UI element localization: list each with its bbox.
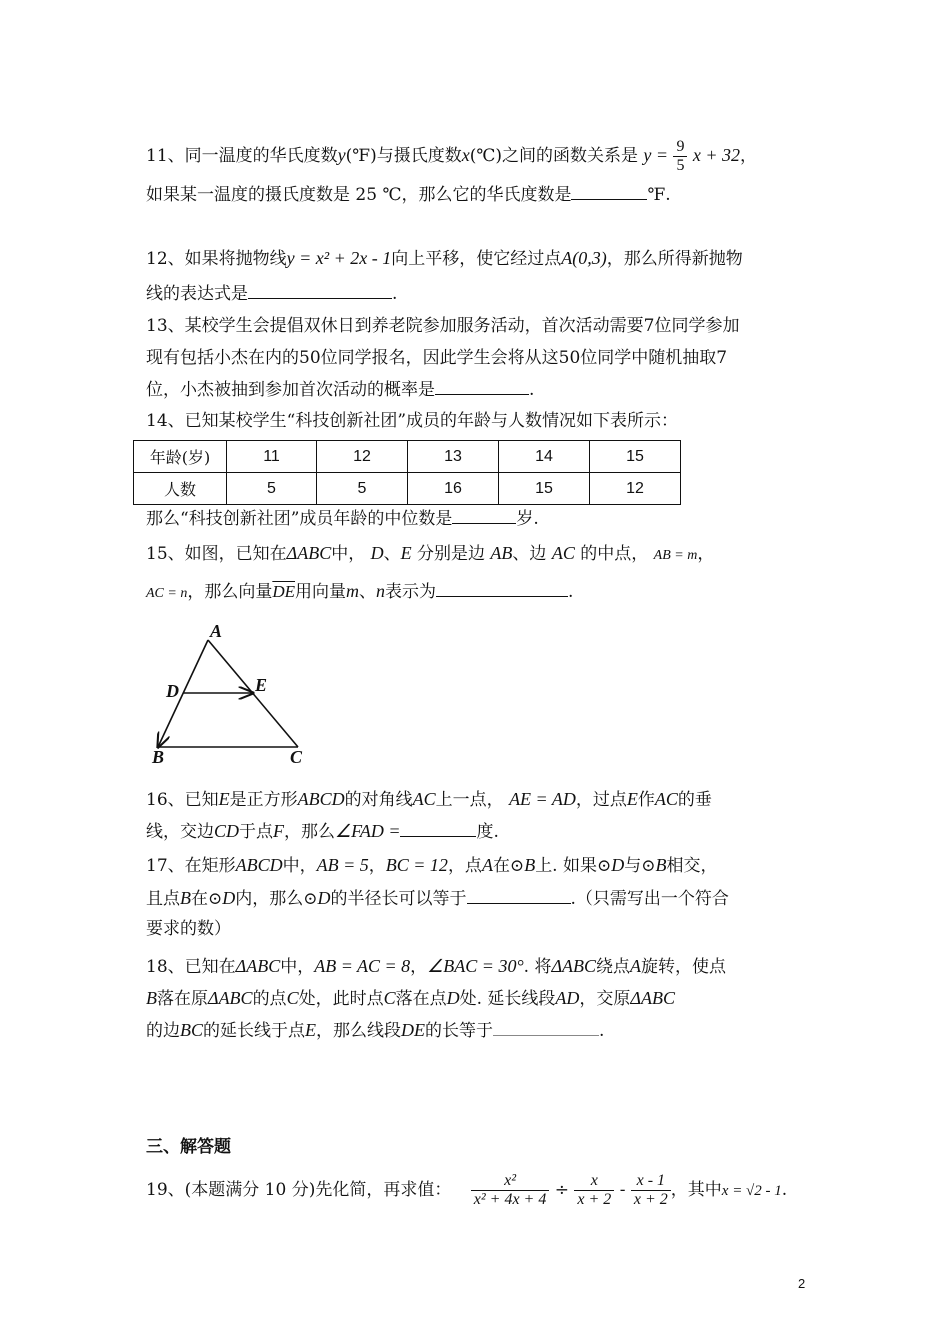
square-abcd: ABCD [297,789,345,809]
frac-num: 9 [673,138,687,157]
q11-text: (℉)与摄氏度数 [345,146,462,166]
label-e: E [255,675,268,695]
q15-text: 用向量 [295,582,347,602]
q14-text: 那么“科技创新社团”成员年龄的中位数是 [146,509,453,529]
q12-text: 向上平移，使它经过点 [391,249,562,269]
q17-text: 且点 [146,889,180,909]
q18-text: 的边 [146,1021,180,1041]
q12-text: 12、如果将抛物线 [146,249,287,269]
q11-text: (℃)之间的函数关系是 [469,146,639,166]
q13-line2 [146,345,727,371]
q18-text: . 将 [523,957,552,977]
table-cell: 12 [317,441,408,473]
table-cell: 11 [227,441,317,473]
q11-text: ， [740,146,758,166]
q18-text: 处. 延长线段 [459,989,556,1009]
var-d: D [317,888,331,908]
table-cell: 13 [408,441,499,473]
q18-line3 [146,1017,604,1044]
q18-text: 的延长线于点 [203,1021,306,1041]
q19-fraction-1 [471,1172,550,1209]
q15-line2 [146,578,573,607]
q12-text: . [392,284,398,304]
answer-blank[interactable] [452,507,516,524]
var-e: E [400,543,412,563]
q12-line2 [146,281,397,307]
q18-text: 旋转，使点 [641,957,727,977]
q19-line1 [146,1168,787,1213]
q11-fraction [673,138,687,175]
q18-text: 落在点 [395,989,447,1009]
var-d: D [446,988,460,1008]
q15-eq-ab: AB = m [653,548,698,563]
var-d: D [222,888,236,908]
q17-text: 上. 如果⊙ [535,856,612,876]
q15-line1 [146,540,714,569]
q14-text: 岁. [516,509,539,529]
q17-text: 内，那么⊙ [235,889,318,909]
var-f: F [273,821,285,841]
var-b: B [180,888,191,908]
table-header-cell: 年龄(岁) [134,441,227,473]
q14-text: 14、已知某校学生“科技创新社团”成员的年龄与人数情况如下表所示： [146,411,679,431]
q17-text: ，点 [447,856,482,876]
frac-den: 5 [676,157,685,174]
var-c: C [383,988,396,1008]
var-a: A [481,855,493,875]
q11-eq-lhs: y = [643,145,669,165]
q16-text: 上一点， [435,790,504,810]
q17-text: 的半径长可以等于 [330,889,467,909]
table-cell: 12 [590,473,681,505]
q18-text: . [599,1021,605,1041]
q19-text: . [781,1180,788,1200]
q18-text: 绕点 [596,957,631,977]
answer-blank[interactable] [400,820,476,837]
q17-text: 要求的数） [146,919,231,939]
q15-text: 的中点， [580,544,649,564]
var-e: E [626,789,638,809]
var-y: y [337,145,346,165]
var-b: B [524,855,536,875]
label-a: A [210,621,223,641]
q15-text: ， [697,544,715,564]
q16-line2 [146,818,499,845]
q14-line1 [146,408,678,434]
q19-minus: - [619,1180,626,1200]
triangle-figure [140,615,320,775]
q15-text: 15、如图，已知在 [146,544,287,564]
q17-text: .（只需写出一个符合 [570,889,729,909]
q12-point: A(0,3) [561,248,607,268]
q15-text: . [568,582,574,602]
q16-eq: AE = AD [509,789,576,809]
label-d: D [166,681,179,701]
q17-eq2: BC = 12 [385,855,448,875]
q18-triangle: ΔABC [551,956,597,976]
answer-blank[interactable] [248,282,392,299]
q18-triangle: ΔABC [208,988,253,1008]
table-cell: 15 [499,473,590,505]
var-d: D [370,543,384,563]
var-x: x [461,145,470,165]
q17-text: 与⊙ [624,856,656,876]
q16-text: 是正方形 [229,790,298,810]
answer-blank[interactable] [467,887,571,904]
q13-text: 13、某校学生会提倡双休日到养老院参加服务活动，首次活动需要7位同学参加 [146,316,740,336]
label-b: B [152,747,165,767]
seg-ad: AD [555,988,580,1008]
q12-expr: y = x² + 2x - 1 [286,248,392,268]
frac-num: x [574,1172,614,1191]
q15-text: 分别是边 [417,544,486,564]
q16-text: ，过点 [575,790,627,810]
answer-blank[interactable] [435,378,529,395]
q17-text: 在⊙ [492,856,525,876]
q17-text: 相交， [666,856,718,876]
q19-divide: ÷ [554,1180,569,1200]
q18-eq1: AB = AC = 8 [314,956,411,976]
q18-text: 的长等于 [425,1021,494,1041]
q16-text: 的垂 [677,790,712,810]
vector-de: $\overline{DE}$ [272,582,296,601]
answer-blank[interactable] [493,1019,599,1036]
q17-line2 [146,885,729,912]
q17-text: 在⊙ [191,889,223,909]
q15-text: 、 [383,544,401,564]
q19-text: ，其中 [670,1180,722,1200]
q16-text: 的对角线 [344,790,413,810]
table-cell: 5 [227,473,317,505]
q18-text: 处，此时点 [298,989,384,1009]
q13-line3 [146,377,534,403]
q13-text: 位，小杰被抽到参加首次活动的概率是 [146,380,435,400]
section-heading: 三、解答题 [146,1137,231,1157]
seg-ab: AB [490,543,513,563]
answer-blank[interactable] [436,580,568,597]
q18-text: ， [410,957,428,977]
var-c: C [286,988,299,1008]
frac-den: x² + 4x + 4 [473,1191,547,1208]
q12-text: 线的表达式是 [146,284,248,304]
q15-text: 中， [331,544,366,564]
q11-line1 [146,138,757,175]
q17-text: 17、在矩形 [146,856,236,876]
q15-text: ，那么向量 [187,582,273,602]
q17-eq1: AB = 5 [316,855,369,875]
table-cell: 15 [590,441,681,473]
q19-condition: x = √2 - 1 [721,1183,782,1199]
var-a: A [630,956,642,976]
table-cell: 16 [408,473,499,505]
rect-abcd: ABCD [235,855,283,875]
var-e: E [218,789,230,809]
q11-eq-rhs: x + 32 [692,145,741,165]
q18-eq2: ∠BAC = 30° [427,956,524,976]
q18-triangle: ΔABC [235,956,281,976]
q16-text: ，那么 [284,822,336,842]
q13-text: . [529,380,535,400]
q19-fraction-3 [631,1172,671,1209]
seg-ac: AC [551,543,575,563]
label-c: C [290,747,303,767]
q15-triangle: ΔABC [286,543,332,563]
var-e: E [305,1020,317,1040]
q18-line2 [146,985,675,1012]
q16-text: 于点 [239,822,274,842]
table-cell: 5 [317,473,408,505]
var-d: D [611,855,625,875]
q12-line1 [146,245,743,272]
seg-de: DE [401,1020,426,1040]
q15-text: 、 [359,582,377,602]
var-b: B [146,988,157,1008]
q18-triangle: ΔABC [630,988,675,1008]
q13-text: 现有包括小杰在内的50位同学报名，因此学生会将从这50位同学中随机抽取7 [146,348,728,368]
q18-text: 中， [280,957,315,977]
table-row [134,473,681,505]
q17-line1 [146,852,718,879]
q18-text: 18、已知在 [146,957,236,977]
frac-den: x + 2 [633,1191,668,1208]
vector-n: n [376,581,386,601]
q16-text: 度. [476,822,499,842]
q18-text: 的点 [252,989,287,1009]
q15-text: 、边 [512,544,547,564]
q15-text: 表示为 [385,582,437,602]
frac-den: x + 2 [577,1191,612,1208]
q11-text: 11、同一温度的华氏度数 [146,146,338,166]
q16-text: 作 [637,790,655,810]
q18-line1 [146,953,726,980]
q14-line2 [146,506,539,532]
q19-fraction-2 [574,1172,614,1209]
seg-ac: AC [412,789,436,809]
table-row [134,441,681,473]
q15-eq-ac: AC = n [146,586,188,601]
frac-num: x² [471,1172,550,1191]
q16-text: 线，交边 [146,822,214,842]
var-b: B [655,855,667,875]
q11-text: 如果某一温度的摄氏度数是 25 ℃，那么它的华氏度数是 [146,185,572,205]
answer-blank[interactable] [571,183,647,200]
q13-line1 [146,313,739,339]
q12-text: ，那么所得新抛物 [606,249,743,269]
q11-text: ℉. [647,185,671,205]
page-number: 2 [798,1276,806,1291]
q16-angle: ∠FAD = [335,821,401,841]
q16-text: 16、已知 [146,790,219,810]
table-cell: 14 [499,441,590,473]
q18-text: ，交原 [579,989,631,1009]
q11-line2 [146,182,671,208]
table-header-cell: 人数 [134,473,227,505]
seg-bc: BC [180,1020,204,1040]
q19-text: 19、(本题满分 10 分)先化简，再求值： [146,1180,452,1200]
q17-text: 中， [282,856,317,876]
q18-text: ，那么线段 [316,1021,402,1041]
q17-text: ， [368,856,386,876]
seg-cd: CD [214,821,240,841]
q18-text: 落在原 [157,989,208,1009]
q17-line3 [146,916,231,942]
age-table [133,440,681,505]
q16-line1 [146,786,712,813]
seg-ac: AC [654,789,678,809]
vector-m: m [346,581,360,601]
frac-num: x - 1 [631,1172,671,1191]
